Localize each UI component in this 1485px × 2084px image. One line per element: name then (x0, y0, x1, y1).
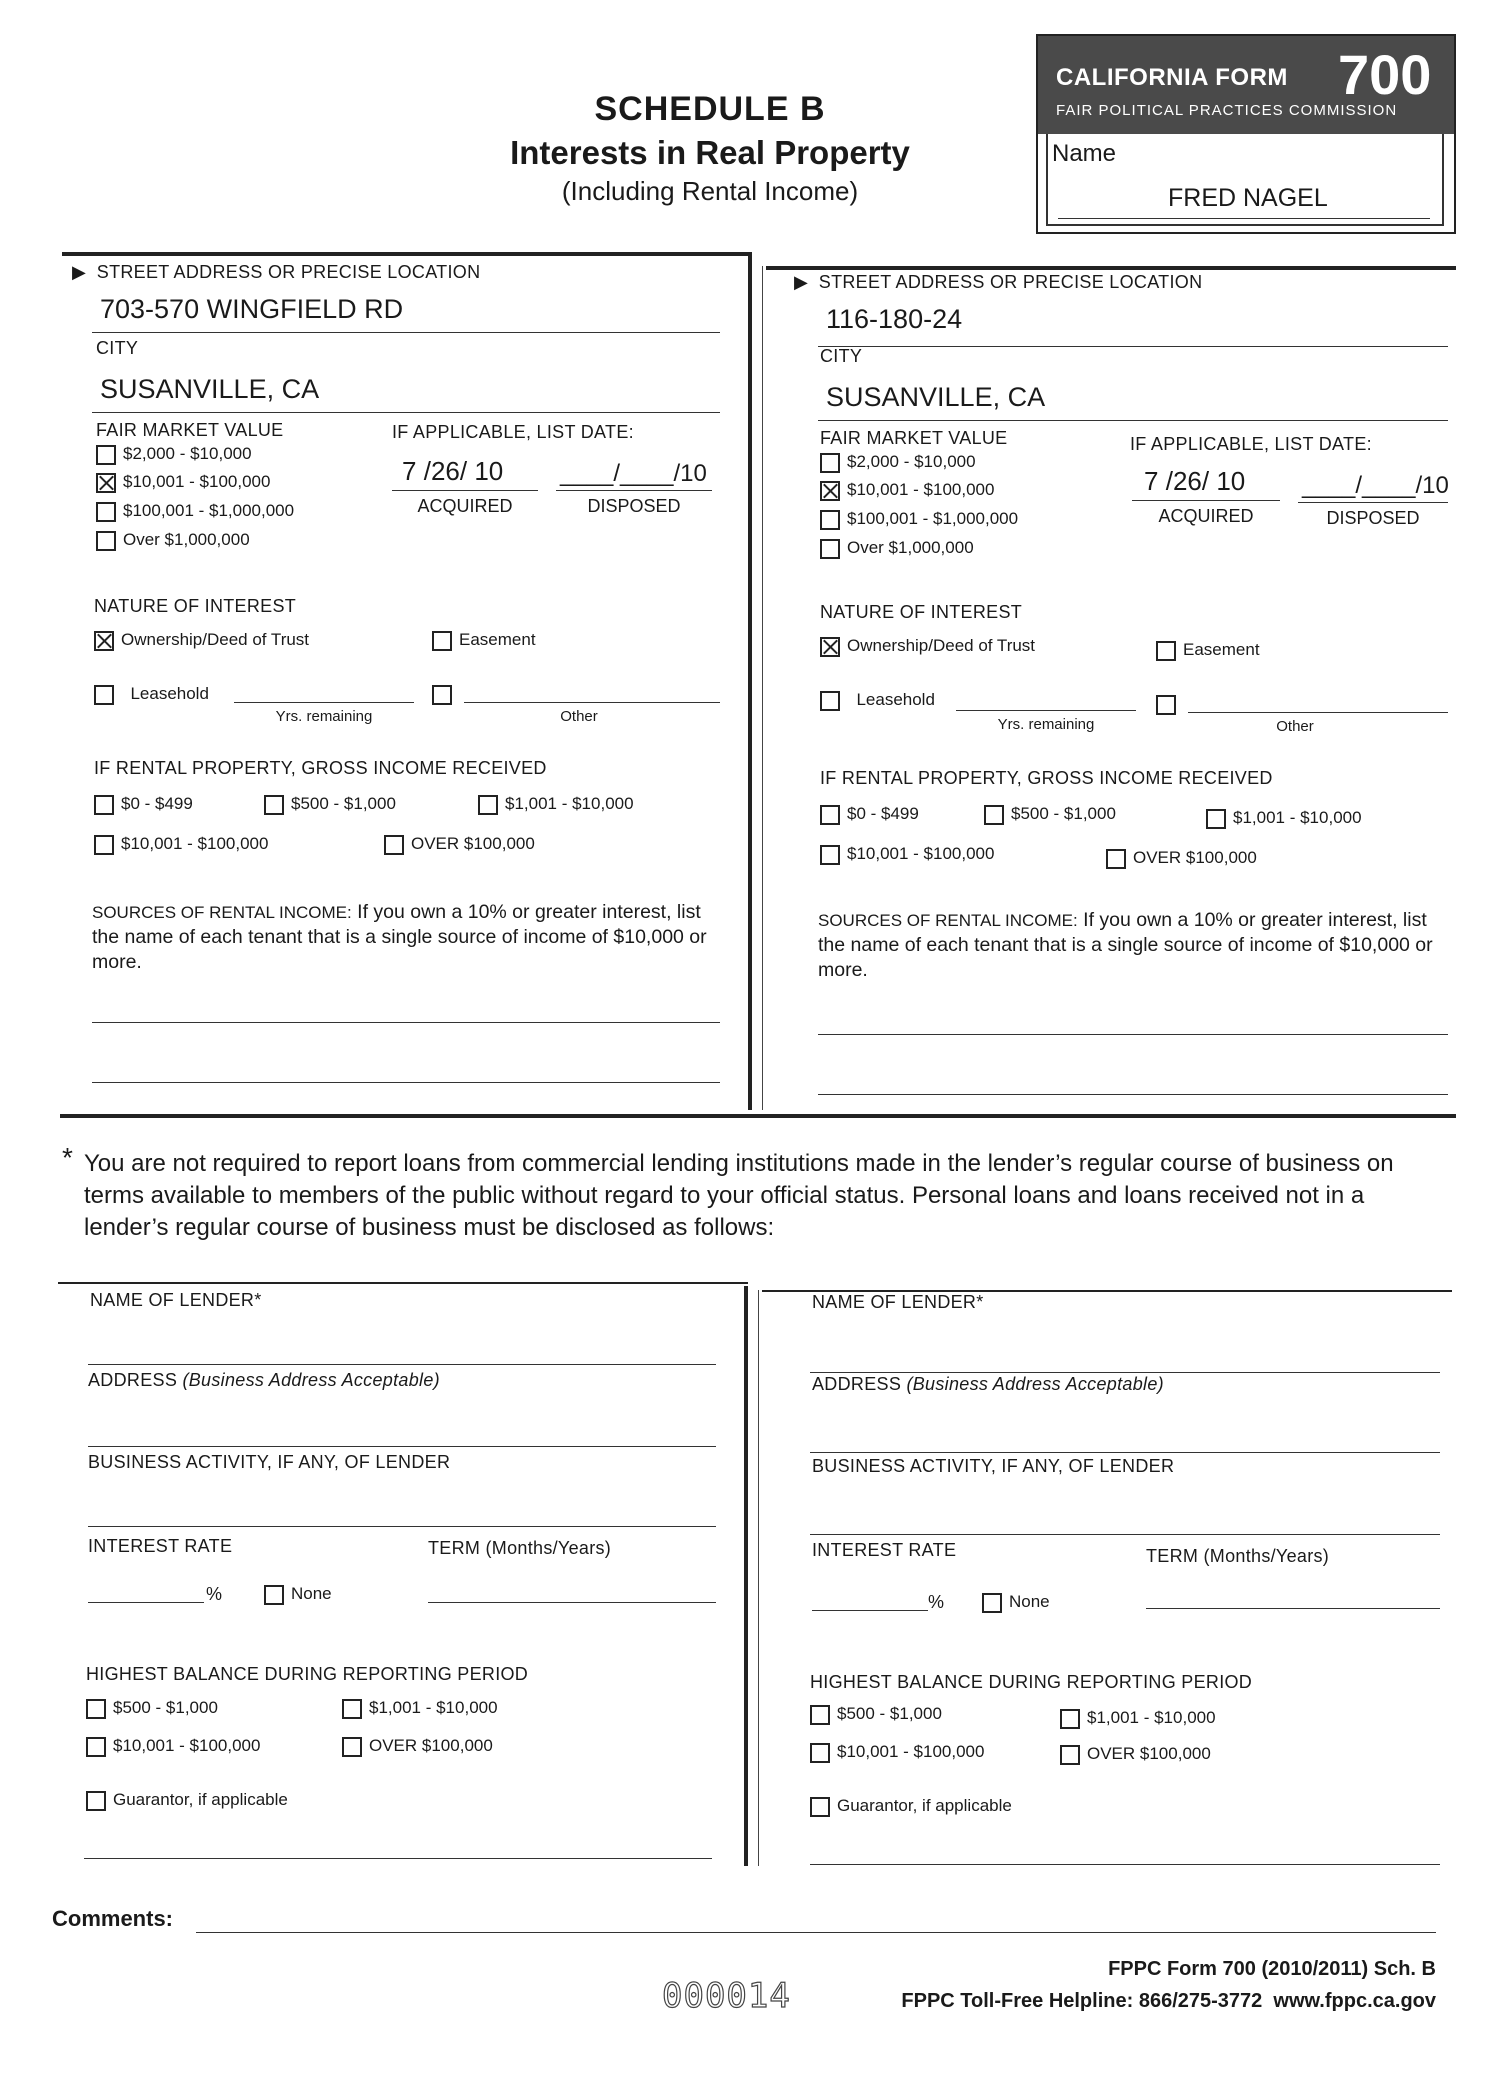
street-label: ▶ STREET ADDRESS OR PRECISE LOCATION (794, 272, 1203, 292)
rental-option-2[interactable]: $500 - $1,000 (984, 804, 1116, 825)
acquired-label: ACQUIRED (1158, 506, 1254, 526)
checkbox-icon (96, 445, 116, 465)
schedule-subtitle: (Including Rental Income) (561, 176, 859, 206)
term-label: TERM (Months/Years) (1146, 1546, 1330, 1566)
checkbox-icon (1060, 1709, 1080, 1729)
easement-option[interactable]: Easement (432, 630, 536, 651)
checkbox-icon (342, 1737, 362, 1757)
checkbox-icon (820, 805, 840, 825)
fmv-option-3[interactable]: $100,001 - $1,000,000 (96, 501, 294, 522)
fmv-option-1[interactable]: $2,000 - $10,000 (820, 452, 976, 473)
checkbox-icon (432, 685, 452, 705)
name-panel (1046, 134, 1444, 226)
asterisk: * (62, 1142, 73, 1173)
checkbox-icon (982, 1593, 1002, 1613)
checkbox-icon (810, 1797, 830, 1817)
address-label: ADDRESS (Business Address Acceptable) (812, 1374, 1164, 1394)
rental-heading: IF RENTAL PROPERTY, GROSS INCOME RECEIVED (94, 758, 547, 778)
name-label: Name (1052, 140, 1117, 167)
checkbox-icon (1156, 695, 1176, 715)
leasehold-option[interactable]: Leasehold (94, 684, 209, 705)
checkbox-icon (264, 795, 284, 815)
disposed-label: DISPOSED (1326, 508, 1420, 528)
comments-label: Comments: (52, 1906, 174, 1931)
checkbox-icon (810, 1743, 830, 1763)
form-number: 700 (1338, 43, 1432, 106)
checkbox-icon (96, 531, 116, 551)
fmv-option-2[interactable]: $10,001 - $100,000 (96, 472, 270, 493)
street-label: ▶ STREET ADDRESS OR PRECISE LOCATION (72, 262, 481, 282)
fmv-label: FAIR MARKET VALUE (96, 420, 284, 440)
city-label: CITY (820, 346, 863, 366)
checkbox-icon (94, 795, 114, 815)
easement-option[interactable]: Easement (1156, 640, 1260, 661)
checkbox-icon (432, 631, 452, 651)
checkbox-icon (820, 691, 840, 711)
commission-name: FAIR POLITICAL PRACTICES COMMISSION (1056, 102, 1398, 119)
highest-balance-label: HIGHEST BALANCE DURING REPORTING PERIOD (810, 1672, 1253, 1692)
checkbox-icon (1156, 641, 1176, 661)
sources-text: SOURCES OF RENTAL INCOME: If you own a 10% or greater interest, list the name of each tenant that is a single source of income of $10,000 or more. (818, 909, 1433, 981)
schedule-heading: SCHEDULE B (594, 90, 826, 128)
checked-checkbox-icon (96, 473, 116, 493)
fmv-option-4[interactable]: Over $1,000,000 (820, 538, 974, 559)
other-label: Other (560, 708, 598, 725)
name-value[interactable]: FRED NAGEL (1168, 184, 1328, 212)
checkbox-icon (1106, 849, 1126, 869)
checkbox-icon (984, 805, 1004, 825)
yrs-remaining-label: Yrs. remaining (997, 716, 1095, 733)
city-label: CITY (96, 338, 139, 358)
guarantor-option[interactable]: Guarantor, if applicable (810, 1796, 1012, 1817)
balance-option-2[interactable]: $1,001 - $10,000 (342, 1698, 498, 1719)
city-value[interactable]: SUSANVILLE, CA (826, 382, 1046, 412)
nature-label: NATURE OF INTEREST (820, 602, 1023, 622)
nature-label: NATURE OF INTEREST (94, 596, 297, 616)
loan-notice: You are not required to report loans from commercial lending institutions made in the lender’s regular course of business on terms available to members of the public without regard to your official status. Personal loans and loans received not in a lender’s regular course of business must be disclosed as follows: (84, 1150, 1394, 1241)
page-stamp: 000014 (662, 1976, 791, 2016)
checkbox-icon (1206, 809, 1226, 829)
checked-checkbox-icon (820, 637, 840, 657)
other-option[interactable] (432, 684, 459, 705)
checkbox-icon (264, 1585, 284, 1605)
checkbox-icon (94, 685, 114, 705)
none-option[interactable]: None (264, 1584, 332, 1605)
checkbox-icon (478, 795, 498, 815)
none-option[interactable]: None (982, 1592, 1050, 1613)
checked-checkbox-icon (820, 481, 840, 501)
business-activity-label: BUSINESS ACTIVITY, IF ANY, OF LENDER (88, 1452, 451, 1472)
business-activity-label: BUSINESS ACTIVITY, IF ANY, OF LENDER (812, 1456, 1175, 1476)
helpline: FPPC Toll-Free Helpline: 866/275-3772 www.fppc.ca.gov (901, 1990, 1436, 2012)
checkbox-icon (96, 502, 116, 522)
rental-option-3[interactable]: $1,001 - $10,000 (478, 794, 634, 815)
fmv-label: FAIR MARKET VALUE (820, 428, 1008, 448)
schedule-title: Interests in Real Property (510, 134, 910, 171)
arrow-icon: ▶ (794, 272, 809, 292)
rental-option-1[interactable]: $0 - $499 (94, 794, 193, 815)
fmv-option-3[interactable]: $100,001 - $1,000,000 (820, 509, 1018, 530)
acquired-label: ACQUIRED (417, 496, 513, 516)
rental-option-5[interactable]: OVER $100,000 (1106, 848, 1257, 869)
balance-option-4[interactable]: OVER $100,000 (342, 1736, 493, 1757)
acquired-date[interactable]: 7 /26/ 10 (402, 456, 504, 486)
fmv-option-2[interactable]: $10,001 - $100,000 (820, 480, 994, 501)
other-label: Other (1276, 718, 1314, 735)
guarantor-option[interactable]: Guarantor, if applicable (86, 1790, 288, 1811)
street-value[interactable]: 703-570 WINGFIELD RD (100, 294, 404, 324)
checkbox-icon (94, 835, 114, 855)
interest-rate-label: INTEREST RATE (88, 1536, 233, 1556)
form-label: CALIFORNIA FORM (1056, 64, 1288, 91)
percent-sign: % (206, 1584, 223, 1604)
date-label: IF APPLICABLE, LIST DATE: (1130, 434, 1372, 454)
lender-name-label: NAME OF LENDER* (90, 1290, 262, 1310)
city-value[interactable]: SUSANVILLE, CA (100, 374, 320, 404)
fmv-option-4[interactable]: Over $1,000,000 (96, 530, 250, 551)
balance-option-3[interactable]: $10,001 - $100,000 (810, 1742, 984, 1763)
checkbox-icon (820, 845, 840, 865)
form-reference: FPPC Form 700 (2010/2011) Sch. B (1108, 1958, 1436, 1980)
checkbox-icon (810, 1705, 830, 1725)
checkbox-icon (820, 510, 840, 530)
checked-checkbox-icon (94, 631, 114, 651)
checkbox-icon (86, 1737, 106, 1757)
street-value[interactable]: 116-180-24 (826, 304, 963, 334)
ownership-option[interactable]: Ownership/Deed of Trust (820, 636, 1035, 657)
sources-text: SOURCES OF RENTAL INCOME: If you own a 10% or greater interest, list the name of each tenant that is a single source of income of $10,000 or more. (92, 901, 707, 973)
balance-option-4[interactable]: OVER $100,000 (1060, 1744, 1211, 1765)
address-label: ADDRESS (Business Address Acceptable) (88, 1370, 440, 1390)
rental-option-5[interactable]: OVER $100,000 (384, 834, 535, 855)
highest-balance-label: HIGHEST BALANCE DURING REPORTING PERIOD (86, 1664, 529, 1684)
rental-option-1[interactable]: $0 - $499 (820, 804, 919, 825)
balance-option-1[interactable]: $500 - $1,000 (86, 1698, 218, 1719)
balance-option-2[interactable]: $1,001 - $10,000 (1060, 1708, 1216, 1729)
balance-option-3[interactable]: $10,001 - $100,000 (86, 1736, 260, 1757)
checkbox-icon (820, 539, 840, 559)
date-label: IF APPLICABLE, LIST DATE: (392, 422, 634, 442)
rental-option-4[interactable]: $10,001 - $100,000 (820, 844, 994, 865)
rental-option-2[interactable]: $500 - $1,000 (264, 794, 396, 815)
term-label: TERM (Months/Years) (428, 1538, 612, 1558)
checkbox-icon (86, 1699, 106, 1719)
form-box (1036, 34, 1456, 234)
arrow-icon: ▶ (72, 262, 87, 282)
rental-option-3[interactable]: $1,001 - $10,000 (1206, 808, 1362, 829)
fmv-option-1[interactable]: $2,000 - $10,000 (96, 444, 252, 465)
other-option[interactable] (1156, 694, 1183, 715)
disposed-label: DISPOSED (587, 496, 681, 516)
form-box-header (1038, 36, 1454, 134)
acquired-date[interactable]: 7 /26/ 10 (1144, 466, 1246, 496)
percent-sign: % (928, 1592, 945, 1612)
disposed-date[interactable]: ____/____/10 (1302, 472, 1449, 499)
checkbox-icon (1060, 1745, 1080, 1765)
checkbox-icon (86, 1791, 106, 1811)
checkbox-icon (820, 453, 840, 473)
interest-rate-label: INTEREST RATE (812, 1540, 957, 1560)
yrs-remaining-label: Yrs. remaining (275, 708, 373, 725)
ownership-option[interactable]: Ownership/Deed of Trust (94, 630, 309, 651)
leasehold-option[interactable]: Leasehold (820, 690, 935, 711)
rental-option-4[interactable]: $10,001 - $100,000 (94, 834, 268, 855)
rental-heading: IF RENTAL PROPERTY, GROSS INCOME RECEIVED (820, 768, 1273, 788)
checkbox-icon (342, 1699, 362, 1719)
disposed-date[interactable]: ____/____/10 (560, 460, 707, 487)
balance-option-1[interactable]: $500 - $1,000 (810, 1704, 942, 1725)
checkbox-icon (384, 835, 404, 855)
lender-name-label: NAME OF LENDER* (812, 1292, 984, 1312)
